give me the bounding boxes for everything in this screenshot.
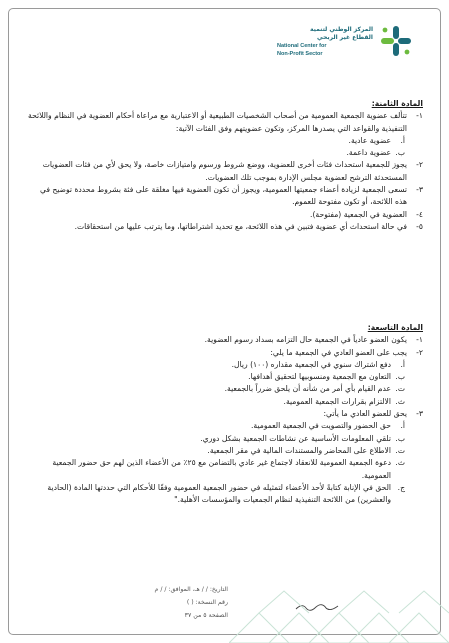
article-8-sub-b <box>26 147 423 159</box>
article-8 <box>26 98 423 233</box>
article-8-item-2 <box>26 159 423 184</box>
article-9-item-3 <box>26 408 423 420</box>
item-number: ٤- <box>416 209 423 219</box>
article-9-item-3-sub-e <box>26 482 423 507</box>
sub-text: عدم القيام بأي أمر من شأنه أن يلحق ضرراً بالجمعية. <box>224 384 391 394</box>
sub-label: ت. <box>395 445 405 455</box>
item-text: يجوز للجمعية استحداث فئات أخرى للعضوية، ووضع شروط ورسوم وامتيازات خاصة، ولا يحق لأي من فئات العضويات المستحدثة الترشح لعضوية مجلس الإدارة بموجب تلك العضويات. <box>42 160 407 182</box>
sub-text: حق الحضور والتصويت في الجمعية العمومية. <box>250 421 391 431</box>
footer-copy-line: رقم النسخة: ( ) <box>186 599 228 606</box>
sub-label: أ. <box>400 421 405 431</box>
item-text: يجب على العضو العادي في الجمعية ما يلي: <box>270 347 407 357</box>
item-number: ٢- <box>416 347 423 357</box>
sub-label: ب. <box>395 148 405 158</box>
sub-label: ج. <box>397 482 405 492</box>
sub-text: عضوية عادية. <box>348 135 391 145</box>
article-9-item-3-sub-a <box>26 420 423 432</box>
article-9-item-2-sub-c <box>26 383 423 395</box>
sub-text: الالتزام بقرارات الجمعية العمومية. <box>283 396 391 406</box>
sub-text: تلقي المعلومات الأساسية عن نشاطات الجمعية بشكل دوري. <box>200 433 391 443</box>
article-9-item-2-sub-a <box>26 359 423 371</box>
sub-label: أ. <box>400 359 405 369</box>
sub-label: ب. <box>395 433 405 443</box>
sub-text: الاطلاع على المحاضر والمستندات المالية في مقر الجمعية. <box>207 445 391 455</box>
ncnp-logo-mark-icon <box>379 24 413 58</box>
sub-text: عضوية داعمة. <box>346 148 391 158</box>
item-text: في حالة استحداث أي عضوية فتبين في هذه اللائحة، مع تحديد اشتراطاتها، وما يترتب عليها من استحقاقات. <box>74 221 407 231</box>
sub-text: التعاون مع الجمعية ومنسوبيها لتحقيق أهدافها. <box>248 372 391 382</box>
item-number: ٣- <box>416 409 423 419</box>
article-9-item-2-sub-d <box>26 396 423 408</box>
sub-label: ث. <box>395 458 405 468</box>
page-footer <box>28 583 228 622</box>
sub-label: أ. <box>400 135 405 145</box>
sub-text: دفع اشتراك سنوي في الجمعية مقداره (١٠٠) ريال. <box>231 359 391 369</box>
ncnp-logo <box>203 22 413 68</box>
article-9-heading: المادة التاسعة: <box>367 323 423 332</box>
footer-date-line: التاريخ: / / هـ، الموافق: / / م <box>154 586 228 593</box>
article-9-item-2-sub-b <box>26 371 423 383</box>
item-text: يكون العضو عادياً في الجمعية حال التزامه بسداد رسوم العضوية. <box>204 335 407 345</box>
sub-label: ب. <box>395 372 405 382</box>
sub-label: ت. <box>395 384 405 394</box>
item-number: ٢- <box>416 160 423 170</box>
decorative-pattern <box>229 583 449 643</box>
item-number: ١- <box>416 335 423 345</box>
article-8-sub-a <box>26 135 423 147</box>
article-9-item-3-sub-b <box>26 433 423 445</box>
article-8-item-1 <box>26 110 423 135</box>
article-9-item-3-sub-c <box>26 445 423 457</box>
article-8-item-3 <box>26 184 423 209</box>
logo-arabic-line2: القطاع غير الربحي <box>317 34 373 41</box>
footer-page-line: الصفحة ٥ من ٣٧ <box>184 612 228 619</box>
item-text: تتألف عضوية الجمعية العمومية من أصحاب الشخصيات الطبيعية أو الاعتبارية مع مراعاة أحكام العضوية في النظام واللائحة التنفيذية والقواعد التي يصدرها المركز، وتكون عضويتهم وفق الفئات الآتية: <box>28 111 407 133</box>
article-8-item-4 <box>26 209 423 221</box>
article-9 <box>26 322 423 506</box>
item-number: ٣- <box>416 185 423 195</box>
sub-text: دعوة الجمعية العمومية للانعقاد لاجتماع غير عادي بالتضامن مع ٢٥٪ من الأعضاء الذين لهم حق حضور الجمعية العمومية. <box>52 458 391 480</box>
item-text: يحق للعضو العادي ما يأتي: <box>323 409 407 419</box>
article-9-item-1 <box>26 334 423 346</box>
article-9-item-2 <box>26 347 423 359</box>
item-number: ١- <box>416 111 423 121</box>
logo-english-line1: National Center for <box>277 43 327 49</box>
sub-label: ث. <box>395 396 405 406</box>
logo-arabic-line1: المركز الوطني لتنمية <box>310 26 373 33</box>
sub-text: الحق في الإنابة كتابةً لأحد الأعضاء لتمثيله في حضور الجمعية العمومية وفقًا للأحكام التي حددتها المادة (الحادية والعشرين) من اللائحة التنفيذية لنظام الجمعيات والمؤسسات الأهلية." <box>47 482 391 505</box>
article-8-heading: المادة الثامنة: <box>371 99 423 108</box>
item-text: العضوية في الجمعية (مفتوحة). <box>310 209 407 219</box>
logo-english-line2: Non-Profit Sector <box>277 50 323 57</box>
item-text: تسعى الجمعية لزيادة أعضاء جمعيتها العمومية، ويجوز أن تكون العضوية فيها مغلقة على فئة بشروط محددة توضيح في هذه اللائحة، أو تكون مفتوحة للعموم. <box>39 185 407 207</box>
article-9-item-3-sub-d <box>26 457 423 482</box>
article-8-item-5 <box>26 221 423 233</box>
item-number: ٥- <box>416 221 423 231</box>
